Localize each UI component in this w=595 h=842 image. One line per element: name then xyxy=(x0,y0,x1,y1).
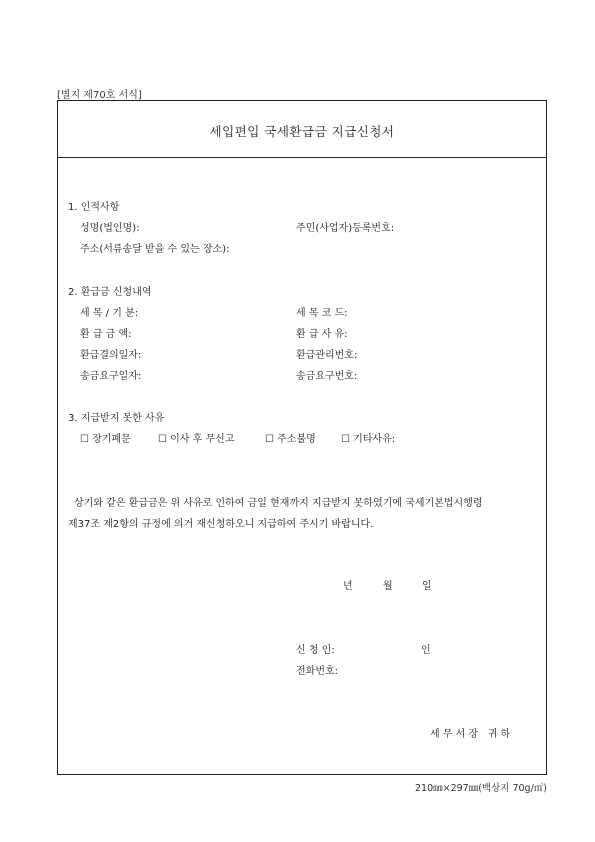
document-title: 세입편입 국세환급금 지급신청서 xyxy=(209,124,395,139)
section2-heading: 2. 환급금 신청내역 xyxy=(68,287,152,298)
reason-checkbox-address-unknown[interactable]: ☐ 주소불명 xyxy=(265,434,316,445)
reason-checkbox-moved-unreported[interactable]: ☐ 이사 후 무신고 xyxy=(158,434,235,445)
refund-amount-label: 환 급 금 액: xyxy=(80,329,132,340)
tax-item-label: 세 목 / 기 분: xyxy=(80,308,139,319)
form-number-label: [별지 제70호 서식] xyxy=(57,90,142,101)
recipient-line: 세 무 서 장 귀 하 xyxy=(430,729,511,740)
management-number-label: 환급관리번호: xyxy=(296,350,358,361)
section1-heading: 1. 인적사항 xyxy=(68,202,120,213)
remit-request-number-label: 송금요구번호: xyxy=(296,371,358,382)
tax-code-label: 세 목 코 드: xyxy=(296,308,348,319)
name-label: 성명(법인명): xyxy=(80,223,140,234)
section3-heading: 3. 지급받지 못한 사유 xyxy=(68,413,165,424)
date-year-label: 년 xyxy=(343,581,353,592)
address-label: 주소(서류송달 받을 수 있는 장소): xyxy=(80,244,230,255)
title-divider xyxy=(57,157,547,158)
date-month-label: 월 xyxy=(383,581,393,592)
phone-label: 전화번호: xyxy=(296,666,339,677)
statement-line-1: 상기와 같은 환급금은 위 사유로 인하여 금일 현재까지 지급받지 못하였기에 국세기본법시행령 xyxy=(74,498,483,509)
remit-request-date-label: 송금요구일자: xyxy=(80,371,142,382)
reason-checkbox-long-closure[interactable]: ☐ 장기폐문 xyxy=(80,434,131,445)
reason-checkbox-other[interactable]: ☐ 기타사유: xyxy=(341,434,396,445)
statement-line-2: 제37조 제2항의 규정에 의거 재신청하오니 지급하여 주시기 바랍니다. xyxy=(68,519,374,530)
refund-reason-label: 환 급 사 유: xyxy=(296,329,348,340)
paper-size-note: 210㎜×297㎜(백상지 70g/㎡) xyxy=(414,783,547,794)
applicant-label: 신 청 인: xyxy=(296,645,335,656)
date-day-label: 일 xyxy=(422,581,432,592)
decision-date-label: 환급결의일자: xyxy=(80,350,142,361)
seal-mark: 인 xyxy=(421,645,431,656)
registration-number-label: 주민(사업자)등록번호: xyxy=(296,223,395,234)
